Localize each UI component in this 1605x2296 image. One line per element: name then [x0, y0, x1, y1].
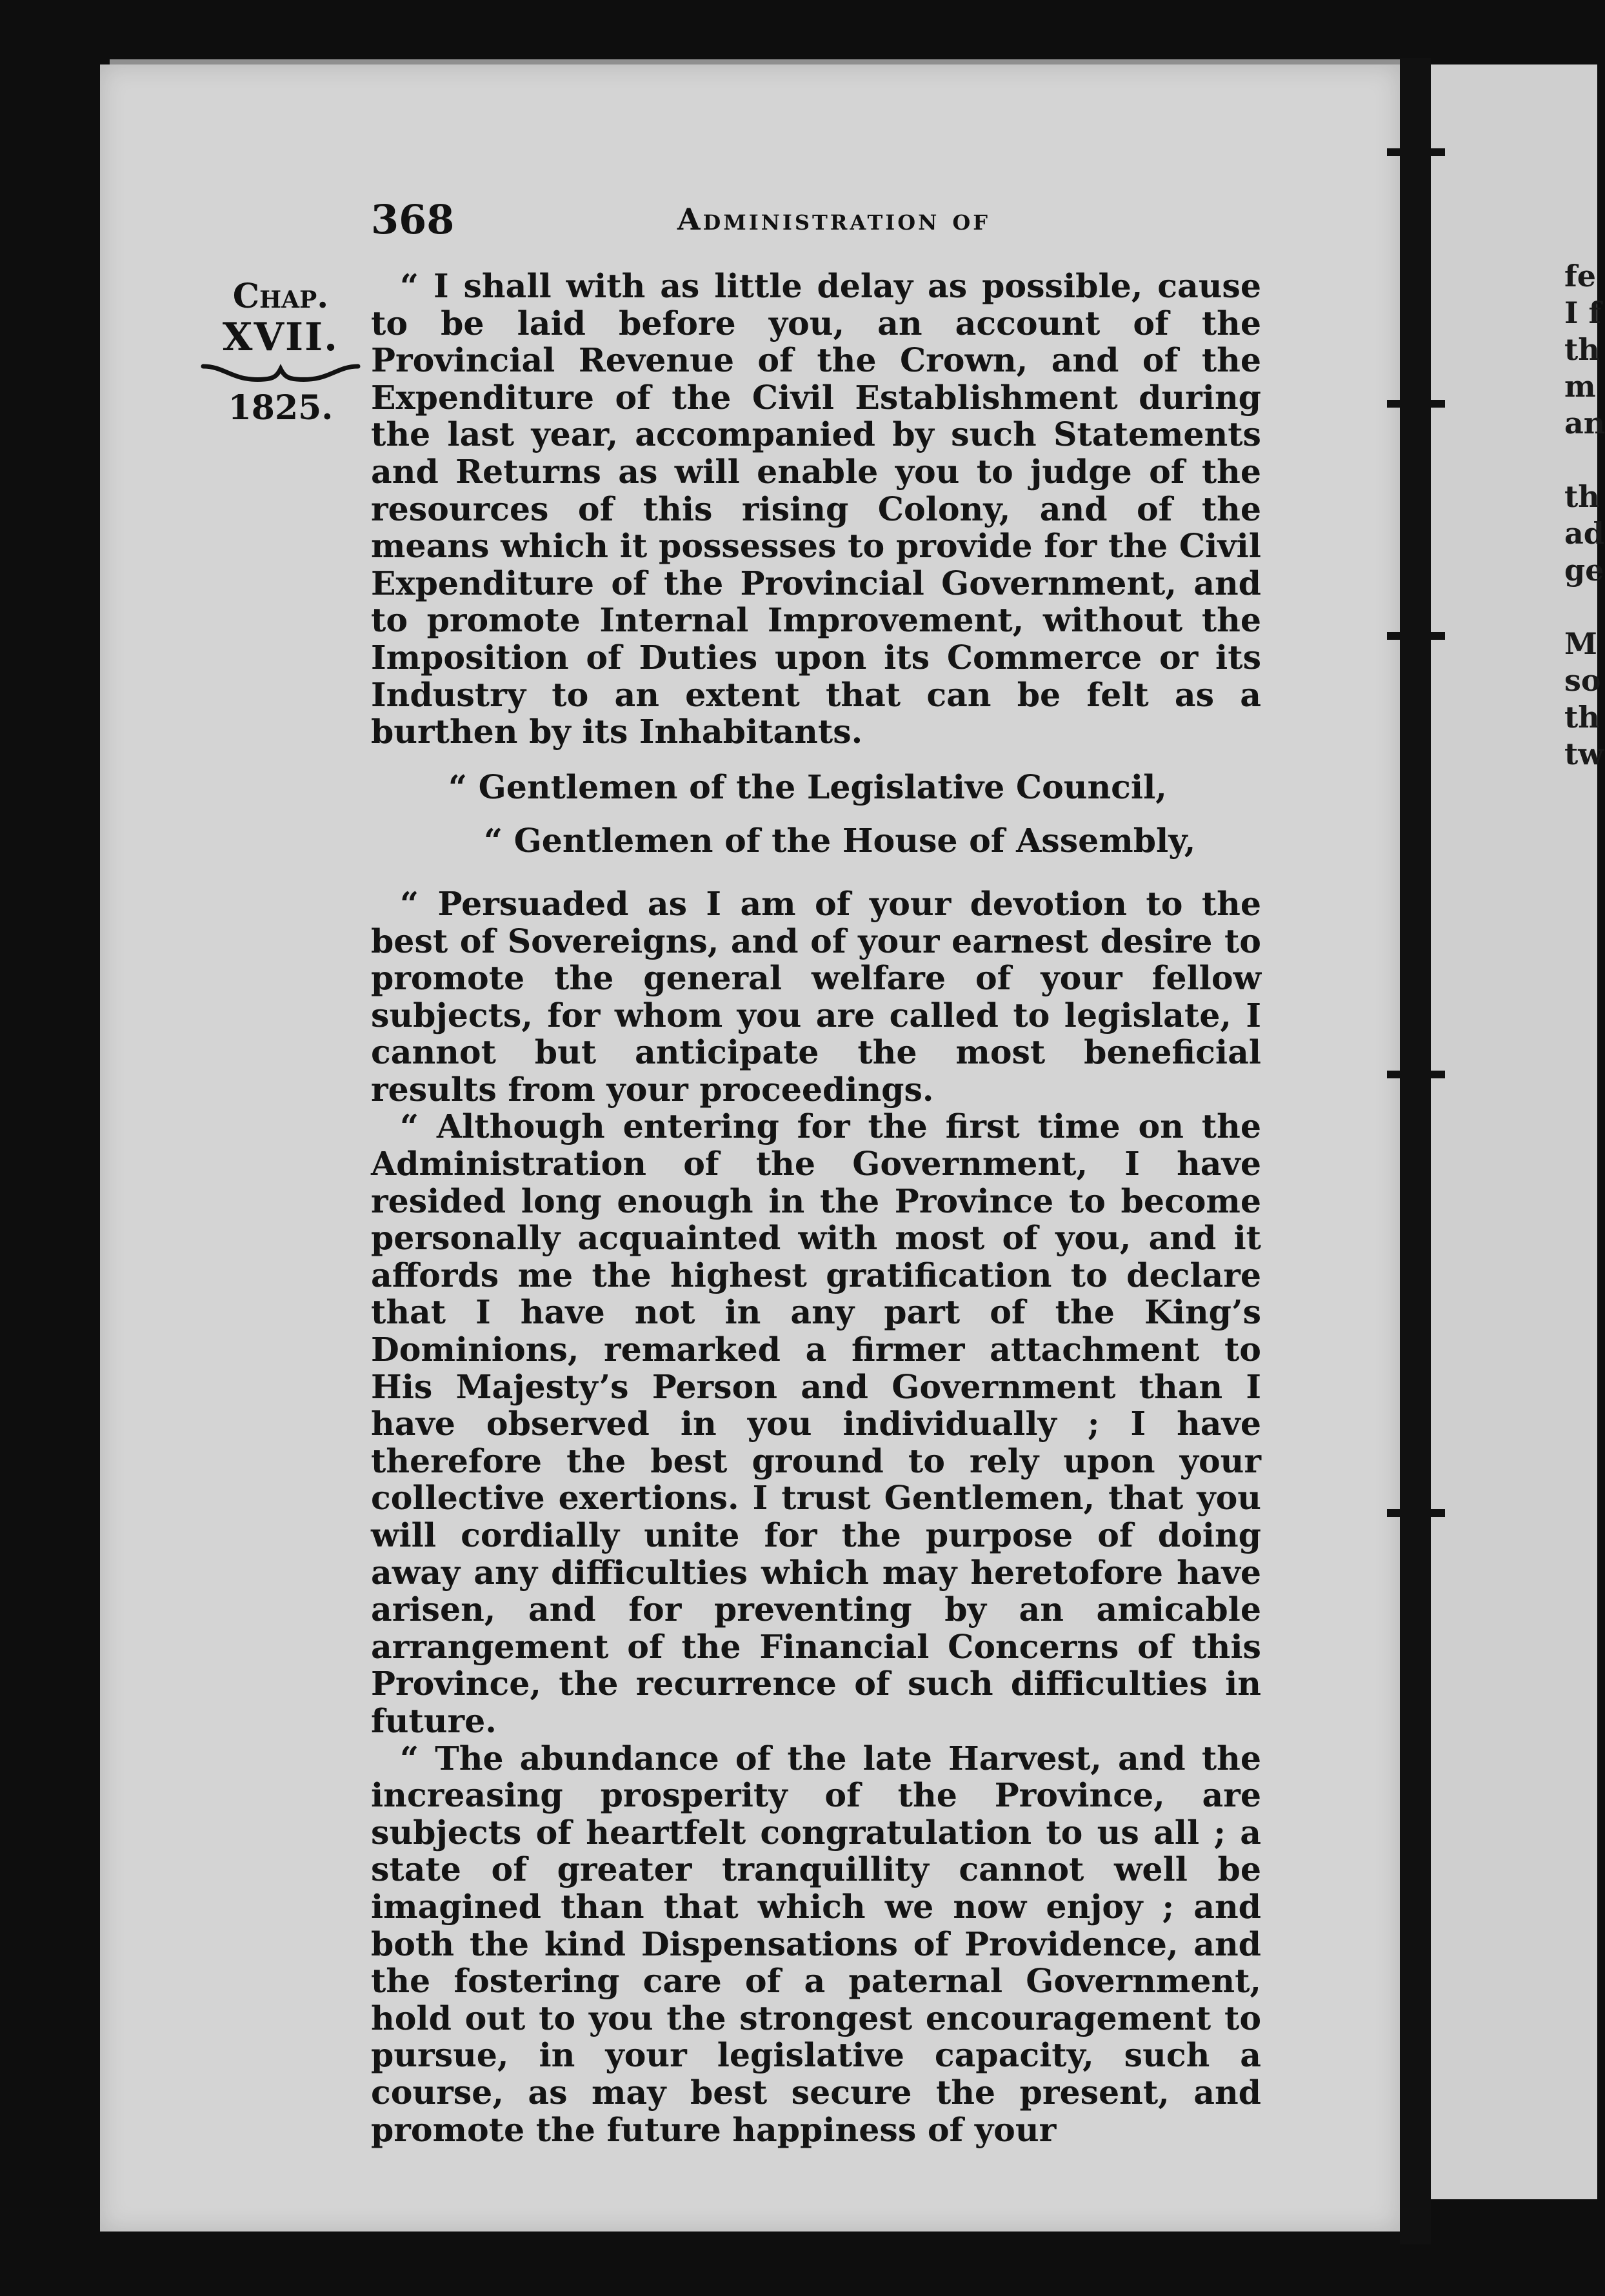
- fragment-line: [1564, 442, 1603, 479]
- chapter-label: Chap.: [232, 277, 329, 316]
- binding-thread: [1387, 632, 1445, 640]
- fragment-line: ad: [1564, 516, 1604, 551]
- brace-ornament-icon: [200, 360, 361, 386]
- address-house-of-assembly: “ Gentlemen of the House of Assembly,: [484, 822, 1196, 860]
- fragment-line: M: [1564, 626, 1597, 661]
- paragraph-administration: “ Although entering for the first time on the Administration of the Government, I have resided long enough in the Province to become personally acquainted with most of you, and it affords me the highest gratification to declare that I have not in any part of the King’s Dominions, remarked a firmer attachment to His Majesty’s Person and Government than I have observed in you individually ; I have therefore the best ground to rely upon your collective exertions. I trust Gentlemen, that you will cordially unite for the purpose of doing away any difficulties which may heretofore have arisen, and for preventing by an amicable arrangement of the Financial Concerns of this Province, the recurrence of such difficulties in future.: [371, 1107, 1261, 1740]
- fragment-line: an: [1564, 406, 1605, 440]
- paragraph-harvest: “ The abundance of the late Harvest, and the increasing prosperity of the Province, are subjects of heartfelt congratulation to us all ; a state of greater tranquillity cannot well be imagined than that which we now enjoy ; and both the kind Dispensations of Providence, and the fostering care of a paternal Government, hold out to you the strongest encouragement to pursue, in your legislative capacity, such a course, as may best secure the present, and promote the future happiness of your: [371, 1739, 1261, 2149]
- fragment-line: I f: [1564, 295, 1602, 330]
- paragraph-persuaded: “ Persuaded as I am of your devotion to the best of Sovereigns, and of your earnest desire to promote the general welfare of your fellow subjects, for whom you are called to legislate, I cannot but anticipate the most beneficial results from your proceedings.: [371, 884, 1261, 1109]
- binding-thread: [1387, 1071, 1445, 1078]
- facing-page-text: [1564, 258, 1603, 773]
- running-title: Administration of: [677, 202, 990, 237]
- fragment-line: th: [1564, 332, 1600, 367]
- page-number: 368: [371, 195, 455, 243]
- chapter-number: XVII.: [222, 315, 339, 360]
- fragment-line: th: [1564, 700, 1600, 735]
- fragment-line: so: [1564, 663, 1601, 698]
- page-body: [371, 268, 1261, 2148]
- fragment-line: ge: [1564, 553, 1604, 588]
- fragment-line: tw: [1564, 737, 1604, 771]
- binding-thread: [1387, 148, 1445, 156]
- fragment-line: th: [1564, 479, 1600, 514]
- running-head: [371, 193, 1261, 245]
- chapter-year: 1825.: [228, 388, 334, 428]
- fragment-line: m: [1564, 369, 1596, 404]
- binding-thread: [1387, 400, 1445, 408]
- address-legislative-council: “ Gentlemen of the Legislative Council,: [448, 767, 1167, 806]
- chapter-margin-note: [194, 277, 368, 428]
- fragment-line: [1564, 589, 1603, 626]
- fragment-line: fe: [1564, 259, 1597, 293]
- binding-thread: [1387, 1509, 1445, 1517]
- paragraph-revenue: “ I shall with as little delay as possible, cause to be laid before you, an account of the Provincial Revenue of the Crown, and of the Expenditure of the Civil Establishment during the last year, accompanied by such Statements and Returns as will enable you to judge of the resources of this rising Colony, and of the means which it possesses to provide for the Civil Expenditure of the Provincial Government, and to promote Internal Improvement, without the Imposition of Duties upon its Commerce or its Industry to an extent that can be felt as a burthen by its Inhabitants.: [371, 267, 1261, 751]
- book-binding: [1400, 58, 1431, 2244]
